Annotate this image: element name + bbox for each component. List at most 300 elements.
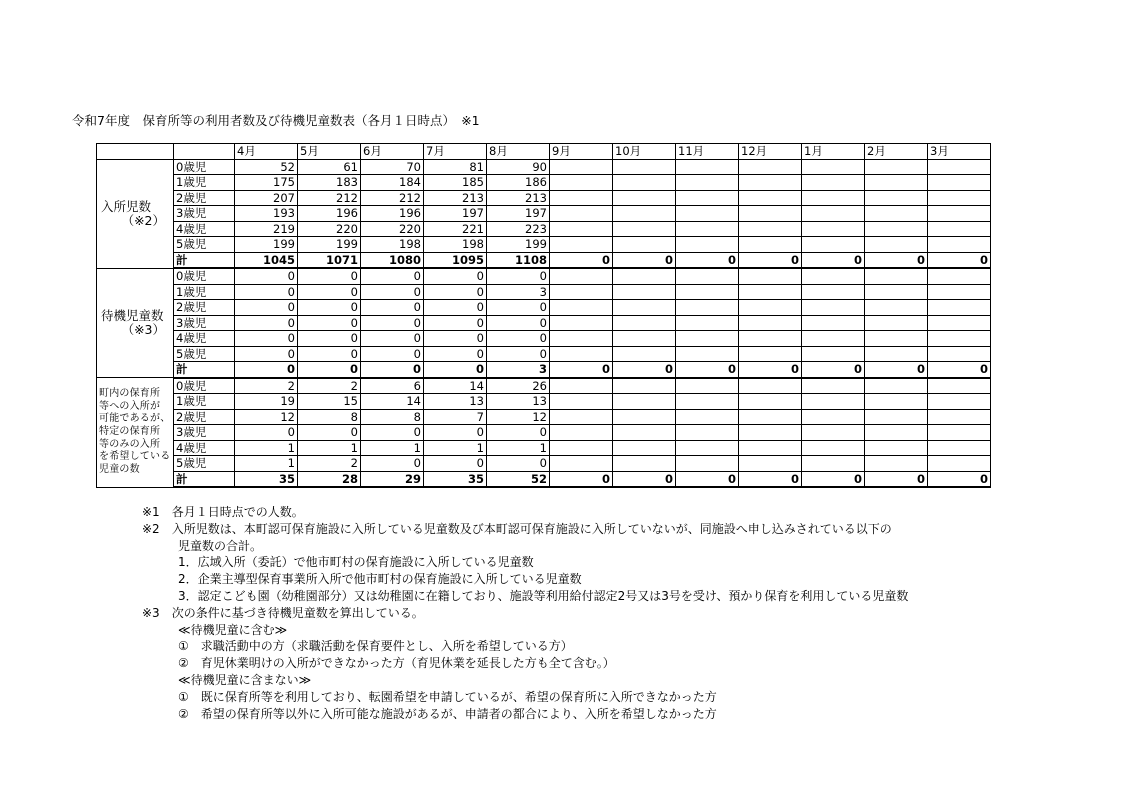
value-cell [550, 221, 613, 237]
value-cell [865, 315, 928, 331]
value-cell: 0 [865, 471, 928, 487]
value-cell [739, 456, 802, 472]
value-cell: 0 [235, 284, 298, 300]
value-cell: 8 [298, 409, 361, 425]
value-cell: 61 [298, 159, 361, 175]
value-cell: 0 [361, 315, 424, 331]
value-cell [802, 237, 865, 253]
value-cell: 1045 [235, 252, 298, 268]
value-cell: 0 [235, 268, 298, 284]
value-cell: 90 [487, 159, 550, 175]
value-cell: 1071 [298, 252, 361, 268]
value-cell: 0 [550, 362, 613, 378]
value-cell [676, 378, 739, 394]
table-row [97, 284, 991, 300]
value-cell: 186 [487, 175, 550, 191]
footnotes [142, 504, 908, 722]
value-cell [865, 425, 928, 441]
value-cell: 0 [424, 315, 487, 331]
value-cell: 220 [298, 221, 361, 237]
value-cell [928, 268, 991, 284]
value-cell: 1 [235, 456, 298, 472]
value-cell: 0 [361, 425, 424, 441]
value-cell [802, 425, 865, 441]
value-cell: 14 [424, 378, 487, 394]
month-header: 7月 [424, 144, 487, 160]
value-cell [613, 331, 676, 347]
month-header: 2月 [865, 144, 928, 160]
value-cell: 0 [928, 471, 991, 487]
value-cell [613, 300, 676, 316]
value-cell: 0 [361, 300, 424, 316]
footnote-line: 3．認定こども園（幼稚園部分）又は幼稚園に在籍しており、施設等利用給付認定2号又は3号を受け、預かり保育を利用している児童数 [142, 588, 909, 603]
value-cell: 52 [235, 159, 298, 175]
value-cell: 219 [235, 221, 298, 237]
value-cell [802, 394, 865, 410]
value-cell: 212 [298, 190, 361, 206]
value-cell [928, 206, 991, 222]
value-cell: 0 [487, 456, 550, 472]
value-cell [676, 300, 739, 316]
value-cell [676, 346, 739, 362]
table-row [97, 268, 991, 284]
value-cell: 0 [424, 362, 487, 378]
footnote-line: 2．企業主導型保育事業所入所で他市町村の保育施設に入所している児童数 [142, 572, 582, 587]
table-row [97, 237, 991, 253]
footnote-line: ※3 次の条件に基づき待機児童数を算出している。 [142, 605, 424, 620]
value-cell: 213 [424, 190, 487, 206]
value-cell [550, 394, 613, 410]
value-cell [550, 268, 613, 284]
value-cell: 7 [424, 409, 487, 425]
section-note: （※2） [121, 212, 165, 228]
value-cell [613, 440, 676, 456]
value-cell: 28 [298, 471, 361, 487]
value-cell [550, 190, 613, 206]
row-label: 3歳児 [174, 425, 235, 441]
value-cell [739, 331, 802, 347]
value-cell: 0 [739, 471, 802, 487]
value-cell: 15 [298, 394, 361, 410]
value-cell: 81 [424, 159, 487, 175]
value-cell: 183 [298, 175, 361, 191]
table-row [97, 190, 991, 206]
value-cell [865, 300, 928, 316]
month-header: 12月 [739, 144, 802, 160]
value-cell: 0 [613, 252, 676, 268]
value-cell: 13 [487, 394, 550, 410]
value-cell [928, 409, 991, 425]
header-row [97, 144, 991, 160]
row-label: 2歳児 [174, 190, 235, 206]
table-row [97, 456, 991, 472]
month-header: 3月 [928, 144, 991, 160]
footnote-line: ① 既に保育所等を利用しており、転園希望を申請しているが、希望の保育所に入所できなかった方 [142, 689, 717, 704]
value-cell [550, 206, 613, 222]
month-header: 5月 [298, 144, 361, 160]
header-corner-2 [174, 144, 235, 160]
value-cell [550, 456, 613, 472]
section-label [97, 268, 174, 378]
value-cell: 0 [424, 456, 487, 472]
value-cell: 185 [424, 175, 487, 191]
value-cell [550, 300, 613, 316]
value-cell [865, 221, 928, 237]
row-label: 4歳児 [174, 440, 235, 456]
value-cell [550, 315, 613, 331]
value-cell [676, 221, 739, 237]
section-name: 待機児童数 [101, 307, 164, 323]
section-label-line: 児童の数 [99, 463, 140, 475]
row-label: 0歳児 [174, 378, 235, 394]
value-cell: 0 [298, 425, 361, 441]
value-cell [802, 409, 865, 425]
value-cell [676, 237, 739, 253]
footnote-line: ≪待機児童に含まない≫ [142, 672, 312, 687]
header-corner [97, 144, 174, 160]
value-cell: 0 [487, 331, 550, 347]
section-label-line: 可能であるが、 [99, 413, 171, 425]
section-label-line: 等のみの入所 [99, 438, 161, 450]
value-cell: 0 [676, 252, 739, 268]
value-cell: 0 [235, 331, 298, 347]
total-row [97, 362, 991, 378]
value-cell: 212 [361, 190, 424, 206]
row-label: 計 [174, 362, 235, 378]
table-row [97, 159, 991, 175]
value-cell [739, 425, 802, 441]
value-cell [865, 346, 928, 362]
value-cell [739, 394, 802, 410]
value-cell [928, 159, 991, 175]
value-cell [613, 268, 676, 284]
value-cell [676, 268, 739, 284]
value-cell: 6 [361, 378, 424, 394]
value-cell: 0 [613, 471, 676, 487]
value-cell: 0 [424, 331, 487, 347]
value-cell: 199 [487, 237, 550, 253]
value-cell [550, 346, 613, 362]
value-cell: 0 [298, 268, 361, 284]
value-cell [865, 268, 928, 284]
value-cell: 1108 [487, 252, 550, 268]
value-cell [802, 175, 865, 191]
value-cell: 35 [235, 471, 298, 487]
value-cell: 2 [298, 456, 361, 472]
table-row [97, 315, 991, 331]
value-cell [613, 409, 676, 425]
value-cell: 1095 [424, 252, 487, 268]
value-cell [613, 284, 676, 300]
value-cell: 19 [235, 394, 298, 410]
value-cell: 0 [487, 346, 550, 362]
footnote-line: 児童数の合計。 [142, 538, 263, 553]
value-cell: 198 [424, 237, 487, 253]
value-cell: 0 [424, 284, 487, 300]
row-label: 1歳児 [174, 284, 235, 300]
row-label: 計 [174, 471, 235, 487]
row-label: 0歳児 [174, 268, 235, 284]
value-cell [802, 378, 865, 394]
value-cell [550, 409, 613, 425]
value-cell [739, 440, 802, 456]
value-cell: 0 [298, 315, 361, 331]
value-cell: 3 [487, 362, 550, 378]
section-label-line: 等への入所が [99, 400, 161, 412]
value-cell [928, 315, 991, 331]
value-cell: 1 [361, 440, 424, 456]
value-cell: 35 [424, 471, 487, 487]
value-cell: 175 [235, 175, 298, 191]
row-label: 0歳児 [174, 159, 235, 175]
table-row [97, 331, 991, 347]
value-cell: 0 [424, 346, 487, 362]
value-cell: 0 [235, 315, 298, 331]
value-cell: 0 [676, 471, 739, 487]
month-header: 11月 [676, 144, 739, 160]
value-cell [865, 206, 928, 222]
month-header: 8月 [487, 144, 550, 160]
value-cell [550, 378, 613, 394]
value-cell: 220 [361, 221, 424, 237]
value-cell [802, 440, 865, 456]
value-cell [613, 237, 676, 253]
value-cell [676, 284, 739, 300]
value-cell [802, 331, 865, 347]
value-cell: 0 [235, 425, 298, 441]
value-cell: 0 [361, 456, 424, 472]
table-row [97, 440, 991, 456]
table-row [97, 409, 991, 425]
value-cell: 0 [487, 268, 550, 284]
value-cell: 198 [361, 237, 424, 253]
month-header: 9月 [550, 144, 613, 160]
value-cell [739, 221, 802, 237]
value-cell [739, 315, 802, 331]
total-row [97, 471, 991, 487]
value-cell: 0 [361, 346, 424, 362]
value-cell: 0 [235, 300, 298, 316]
value-cell: 0 [361, 362, 424, 378]
value-cell [739, 237, 802, 253]
table-row [97, 206, 991, 222]
value-cell: 196 [361, 206, 424, 222]
value-cell: 0 [739, 252, 802, 268]
row-label: 1歳児 [174, 175, 235, 191]
value-cell [928, 378, 991, 394]
value-cell: 207 [235, 190, 298, 206]
row-label: 2歳児 [174, 300, 235, 316]
value-cell: 1080 [361, 252, 424, 268]
value-cell: 0 [550, 471, 613, 487]
table-row [97, 300, 991, 316]
value-cell: 199 [235, 237, 298, 253]
value-cell [802, 346, 865, 362]
value-cell [928, 346, 991, 362]
value-cell: 213 [487, 190, 550, 206]
footnote-line: ※1 各月１日時点での人数。 [142, 505, 304, 519]
row-label: 4歳児 [174, 331, 235, 347]
value-cell: 0 [676, 362, 739, 378]
value-cell [613, 456, 676, 472]
value-cell [739, 175, 802, 191]
value-cell: 0 [487, 300, 550, 316]
value-cell [613, 425, 676, 441]
footnote-line: ① 求職活動中の方（求職活動を保育要件とし、入所を希望している方） [142, 639, 573, 654]
value-cell [802, 456, 865, 472]
row-label: 3歳児 [174, 315, 235, 331]
value-cell [739, 206, 802, 222]
row-label: 3歳児 [174, 206, 235, 222]
value-cell: 0 [928, 362, 991, 378]
value-cell [613, 206, 676, 222]
value-cell: 0 [487, 315, 550, 331]
row-label: 2歳児 [174, 409, 235, 425]
value-cell [928, 190, 991, 206]
section-note: （※3） [121, 321, 165, 337]
footnote-line: 1．広域入所（委託）で他市町村の保育施設に入所している児童数 [142, 555, 534, 570]
value-cell: 12 [487, 409, 550, 425]
value-cell [928, 456, 991, 472]
value-cell: 0 [298, 362, 361, 378]
value-cell [613, 175, 676, 191]
page-title: 令和7年度 保育所等の利用者数及び待機児童数表（各月１日時点） ※1 [72, 113, 480, 128]
value-cell: 2 [298, 378, 361, 394]
value-cell [928, 221, 991, 237]
value-cell: 0 [361, 331, 424, 347]
value-cell: 0 [424, 268, 487, 284]
value-cell [865, 190, 928, 206]
value-cell: 197 [487, 206, 550, 222]
value-cell: 1 [424, 440, 487, 456]
value-cell [676, 159, 739, 175]
value-cell: 223 [487, 221, 550, 237]
value-cell: 0 [235, 346, 298, 362]
value-cell [676, 315, 739, 331]
value-cell: 0 [298, 300, 361, 316]
value-cell: 0 [613, 362, 676, 378]
statistics-table [96, 143, 991, 488]
value-cell [928, 284, 991, 300]
value-cell [802, 206, 865, 222]
row-label: 計 [174, 252, 235, 268]
value-cell [676, 409, 739, 425]
footnote-line: ※2 入所児数は、本町認可保育施設に入所している児童数及び本町認可保育施設に入所していないが、同施設へ申し込みされている以下の [142, 521, 892, 536]
table-row [97, 221, 991, 237]
value-cell [613, 346, 676, 362]
value-cell: 184 [361, 175, 424, 191]
value-cell [928, 300, 991, 316]
section-label-line: 町内の保育所 [99, 388, 161, 400]
value-cell: 26 [487, 378, 550, 394]
value-cell [676, 206, 739, 222]
value-cell [550, 331, 613, 347]
value-cell: 0 [424, 425, 487, 441]
value-cell [865, 440, 928, 456]
table-row [97, 425, 991, 441]
value-cell [865, 378, 928, 394]
value-cell [613, 378, 676, 394]
value-cell [613, 190, 676, 206]
value-cell [676, 456, 739, 472]
value-cell [676, 175, 739, 191]
value-cell: 0 [865, 362, 928, 378]
footnote-line: ≪待機児童に含む≫ [142, 622, 288, 637]
value-cell [739, 409, 802, 425]
value-cell: 70 [361, 159, 424, 175]
table-row [97, 378, 991, 394]
section-label-line: を希望している [99, 451, 171, 463]
value-cell [613, 159, 676, 175]
value-cell [865, 331, 928, 347]
value-cell [865, 237, 928, 253]
section-label [97, 159, 174, 268]
row-label: 1歳児 [174, 394, 235, 410]
value-cell [739, 346, 802, 362]
table-row [97, 394, 991, 410]
value-cell: 0 [235, 362, 298, 378]
value-cell: 8 [361, 409, 424, 425]
row-label: 4歳児 [174, 221, 235, 237]
value-cell [865, 409, 928, 425]
value-cell: 0 [865, 252, 928, 268]
value-cell [550, 440, 613, 456]
value-cell [802, 221, 865, 237]
value-cell [550, 425, 613, 441]
value-cell [802, 315, 865, 331]
row-label: 5歳児 [174, 456, 235, 472]
value-cell: 196 [298, 206, 361, 222]
value-cell: 1 [235, 440, 298, 456]
value-cell [676, 440, 739, 456]
value-cell: 13 [424, 394, 487, 410]
value-cell [739, 268, 802, 284]
value-cell: 0 [424, 300, 487, 316]
value-cell [739, 300, 802, 316]
table-row [97, 175, 991, 191]
value-cell [739, 378, 802, 394]
value-cell: 0 [739, 362, 802, 378]
value-cell: 3 [487, 284, 550, 300]
value-cell [928, 175, 991, 191]
value-cell [550, 237, 613, 253]
value-cell: 0 [298, 284, 361, 300]
value-cell: 221 [424, 221, 487, 237]
value-cell: 0 [487, 425, 550, 441]
value-cell [613, 221, 676, 237]
value-cell [865, 394, 928, 410]
value-cell [865, 456, 928, 472]
value-cell: 0 [298, 331, 361, 347]
value-cell: 0 [802, 471, 865, 487]
row-label: 5歳児 [174, 237, 235, 253]
value-cell [865, 159, 928, 175]
footnote-line: ② 希望の保育所等以外に入所可能な施設があるが、申請者の都合により、入所を希望しなかった方 [142, 706, 717, 721]
row-label: 5歳児 [174, 346, 235, 362]
value-cell [739, 190, 802, 206]
value-cell: 2 [235, 378, 298, 394]
value-cell: 14 [361, 394, 424, 410]
total-row [97, 252, 991, 268]
value-cell: 0 [928, 252, 991, 268]
value-cell [613, 394, 676, 410]
value-cell: 52 [487, 471, 550, 487]
section-label-line: 特定の保育所 [99, 425, 161, 437]
section-label [97, 378, 174, 488]
value-cell [865, 284, 928, 300]
value-cell [928, 331, 991, 347]
month-header: 1月 [802, 144, 865, 160]
